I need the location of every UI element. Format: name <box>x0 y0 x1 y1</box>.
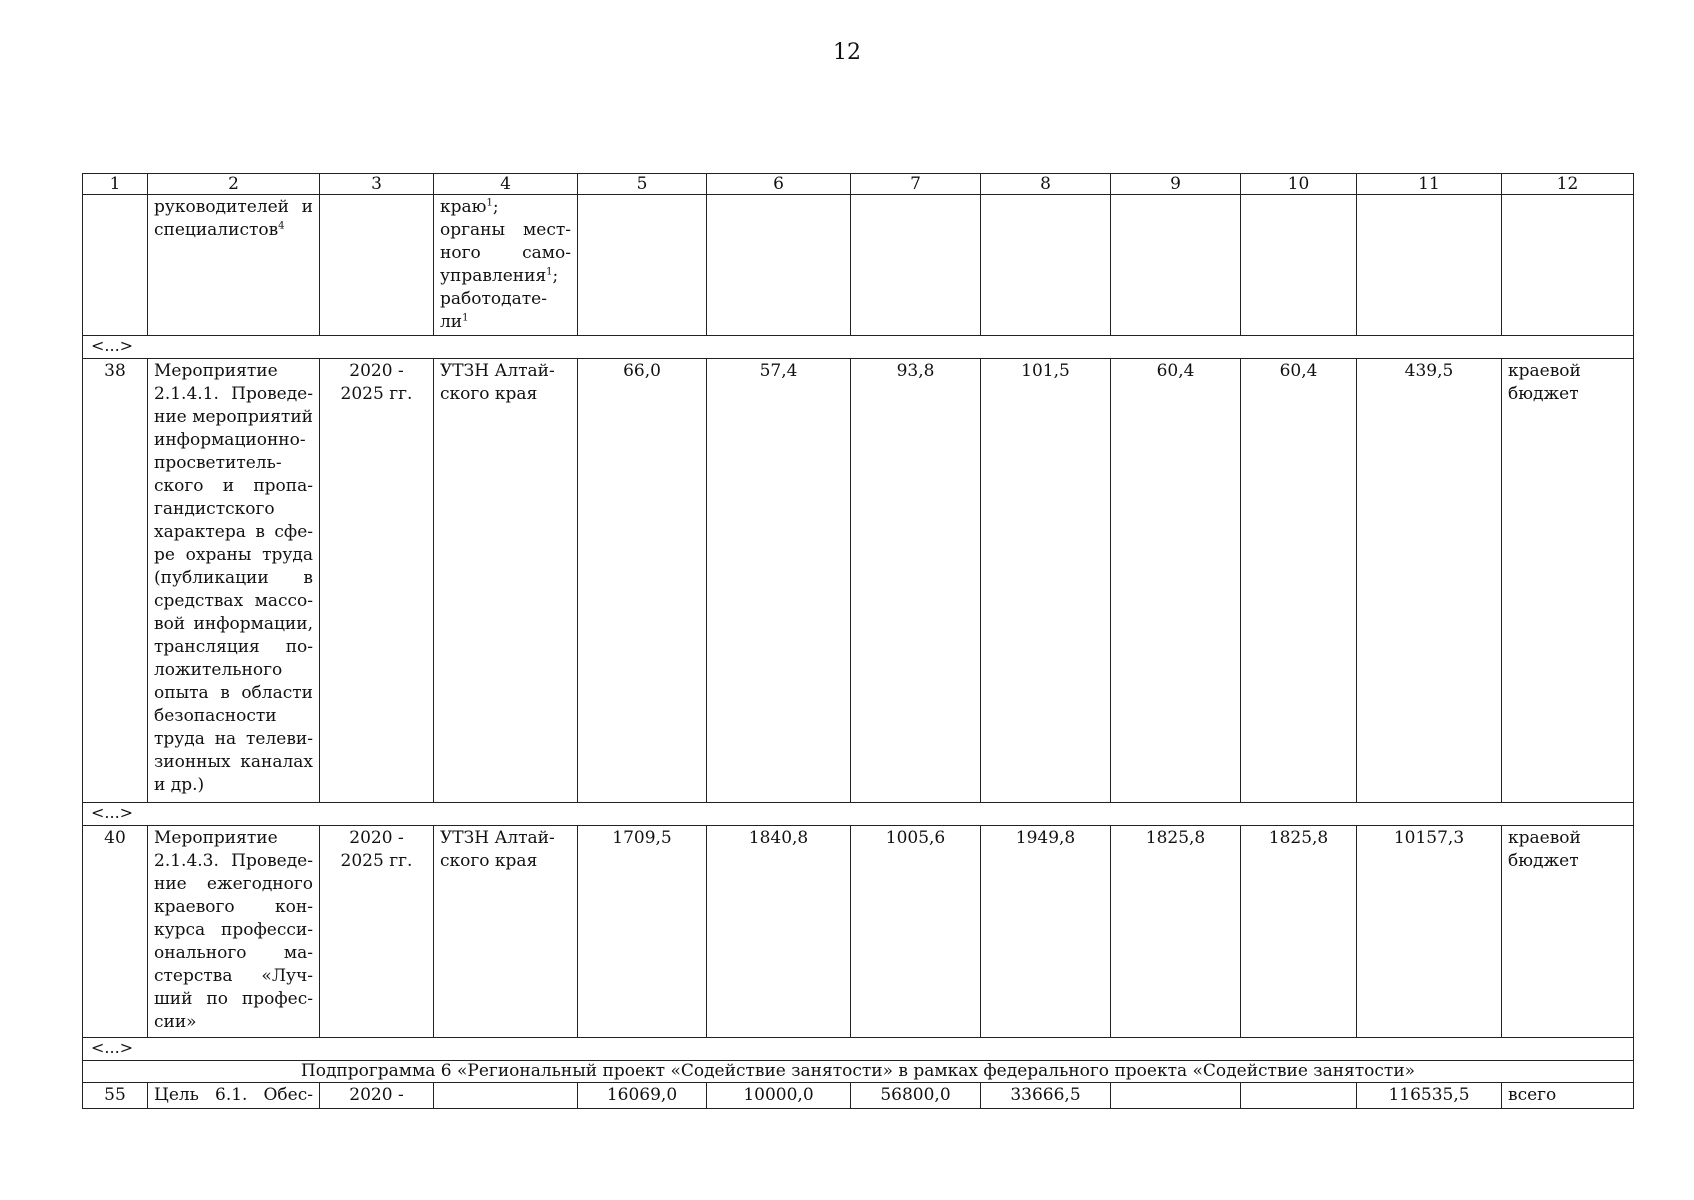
text-line: руководителей и <box>154 197 313 217</box>
activity-name-cell <box>148 359 320 803</box>
footnote-mark: 1 <box>546 266 553 278</box>
value-2021: 57,4 <box>707 359 851 803</box>
row-number: 55 <box>83 1083 148 1109</box>
text-line: ние мероприятий <box>154 407 313 427</box>
text-line: зионных каналах <box>154 752 313 772</box>
text-line: ли <box>440 312 463 332</box>
period-cell <box>320 826 434 1038</box>
footnote-mark: 4 <box>278 220 285 232</box>
col-number-10: 10 <box>1241 174 1357 195</box>
text-line: УТЗН Алтай- <box>440 828 555 848</box>
text-line: и др.) <box>154 775 205 795</box>
continued-name-cell <box>148 195 320 336</box>
col-number-12: 12 <box>1502 174 1634 195</box>
text-line: ского и пропа- <box>154 476 313 496</box>
value-2020: 66,0 <box>578 359 707 803</box>
text-line: Мероприятие <box>154 361 278 381</box>
period-cell <box>320 359 434 803</box>
col-number-5: 5 <box>578 174 707 195</box>
page-number: 12 <box>833 40 861 65</box>
row-number: 40 <box>83 826 148 1038</box>
value-2024 <box>1111 1083 1241 1109</box>
table-row-38 <box>83 359 1634 803</box>
ellipsis-text: <...> <box>83 1038 1634 1061</box>
text-line: гандистского <box>154 499 275 519</box>
col-number-2: 2 <box>148 174 320 195</box>
funding-source-cell <box>1502 826 1634 1038</box>
text-line: онального ма- <box>154 943 313 963</box>
text-line: ного само- <box>440 243 571 263</box>
activity-name-cell <box>148 826 320 1038</box>
text-line: стерства «Луч- <box>154 966 313 986</box>
text-line: краю <box>440 197 487 217</box>
value-2020: 16069,0 <box>578 1083 707 1109</box>
col-number-4: 4 <box>434 174 578 195</box>
executor-cell <box>434 1083 578 1109</box>
continued-executor-cell: краю$^1$; органы мест- ного само- управления$^1$; работодате- $ли^1$ <box>434 195 578 336</box>
text-line: 2.1.4.1. Проведе- <box>154 384 313 404</box>
row-number: 38 <box>83 359 148 803</box>
ellipsis-text: <...> <box>83 336 1634 359</box>
text-line: 2020 - <box>349 828 404 848</box>
text-line: средствах массо- <box>154 591 313 611</box>
text-line: характера в сфе- <box>154 522 313 542</box>
text-line: ние ежегодного <box>154 874 313 894</box>
text-line: вой информации, <box>154 614 313 634</box>
col-number-3: 3 <box>320 174 434 195</box>
value-total: 10157,3 <box>1357 826 1502 1038</box>
omitted-rows-marker <box>83 803 1634 826</box>
period-cell: 2020 - <box>320 1083 434 1109</box>
value-2023: 1949,8 <box>981 826 1111 1038</box>
text-line: краевого кон- <box>154 897 313 917</box>
col-number-11: 11 <box>1357 174 1502 195</box>
text-line: опыта в области <box>154 683 313 703</box>
text-line: УТЗН Алтай- <box>440 361 555 381</box>
text-line: краевой <box>1508 361 1581 381</box>
footnote-mark: 1 <box>462 312 469 324</box>
omitted-rows-marker <box>83 1038 1634 1061</box>
value-2022: 56800,0 <box>851 1083 981 1109</box>
col-number-6: 6 <box>707 174 851 195</box>
table-row-40 <box>83 826 1634 1038</box>
text-line: сии» <box>154 1012 197 1032</box>
text-line: ского края <box>440 851 538 871</box>
col-number-9: 9 <box>1111 174 1241 195</box>
text-line: просветитель- <box>154 453 282 473</box>
text-line: Мероприятие <box>154 828 278 848</box>
column-number-row <box>83 174 1634 195</box>
text-line: ского края <box>440 384 538 404</box>
text-line: Цель 6.1. Обес- <box>154 1085 313 1105</box>
text-line: трансляция по- <box>154 637 313 657</box>
value-2023: 33666,5 <box>981 1083 1111 1109</box>
text-line: 2020 - <box>349 361 404 381</box>
omitted-rows-marker <box>83 336 1634 359</box>
text-line: ложительного <box>154 660 283 680</box>
value-2023: 101,5 <box>981 359 1111 803</box>
value-2025 <box>1241 1083 1357 1109</box>
text-line: работодате- <box>440 289 547 309</box>
text-line: бюджет <box>1508 851 1579 871</box>
program-table <box>82 173 1634 1109</box>
value-2022: 1005,6 <box>851 826 981 1038</box>
value-total: 439,5 <box>1357 359 1502 803</box>
value-2024: 1825,8 <box>1111 826 1241 1038</box>
text-line: бюджет <box>1508 384 1579 404</box>
text-line: 2025 гг. <box>340 851 413 871</box>
value-2022: 93,8 <box>851 359 981 803</box>
value-total: 116535,5 <box>1357 1083 1502 1109</box>
value-2025: 1825,8 <box>1241 826 1357 1038</box>
value-2021: 1840,8 <box>707 826 851 1038</box>
continuation-row <box>83 195 1634 336</box>
value-2021: 10000,0 <box>707 1083 851 1109</box>
footnote-mark: 1 <box>486 197 493 209</box>
text-line: безопасности <box>154 706 277 726</box>
value-2025: 60,4 <box>1241 359 1357 803</box>
executor-cell <box>434 359 578 803</box>
col-number-7: 7 <box>851 174 981 195</box>
value-2020: 1709,5 <box>578 826 707 1038</box>
text-line: ший по профес- <box>154 989 313 1009</box>
value-2024: 60,4 <box>1111 359 1241 803</box>
text-line: 2025 гг. <box>340 384 413 404</box>
text-line: информационно- <box>154 430 306 450</box>
text-line: управления <box>440 266 547 286</box>
activity-name-cell <box>148 1083 320 1109</box>
text-line: курса професси- <box>154 920 313 940</box>
col-number-8: 8 <box>981 174 1111 195</box>
text-line: органы мест- <box>440 220 571 240</box>
text-line: труда на телеви- <box>154 729 313 749</box>
table-row-55 <box>83 1083 1634 1109</box>
funding-source-cell: всего <box>1502 1083 1634 1109</box>
funding-source-cell <box>1502 359 1634 803</box>
executor-cell <box>434 826 578 1038</box>
text-line: специалистов <box>154 220 279 240</box>
text-line: 2.1.4.3. Проведе- <box>154 851 313 871</box>
text-line: краевой <box>1508 828 1581 848</box>
ellipsis-text: <...> <box>83 803 1634 826</box>
text-line: (публикации в <box>154 568 313 588</box>
subprogram-header-row <box>83 1061 1634 1083</box>
subprogram-title: Подпрограмма 6 «Региональный проект «Содействие занятости» в рамках федерального проекта «Содействие занятости» <box>83 1061 1634 1083</box>
col-number-1: 1 <box>83 174 148 195</box>
text-line: ре охраны труда <box>154 545 313 565</box>
